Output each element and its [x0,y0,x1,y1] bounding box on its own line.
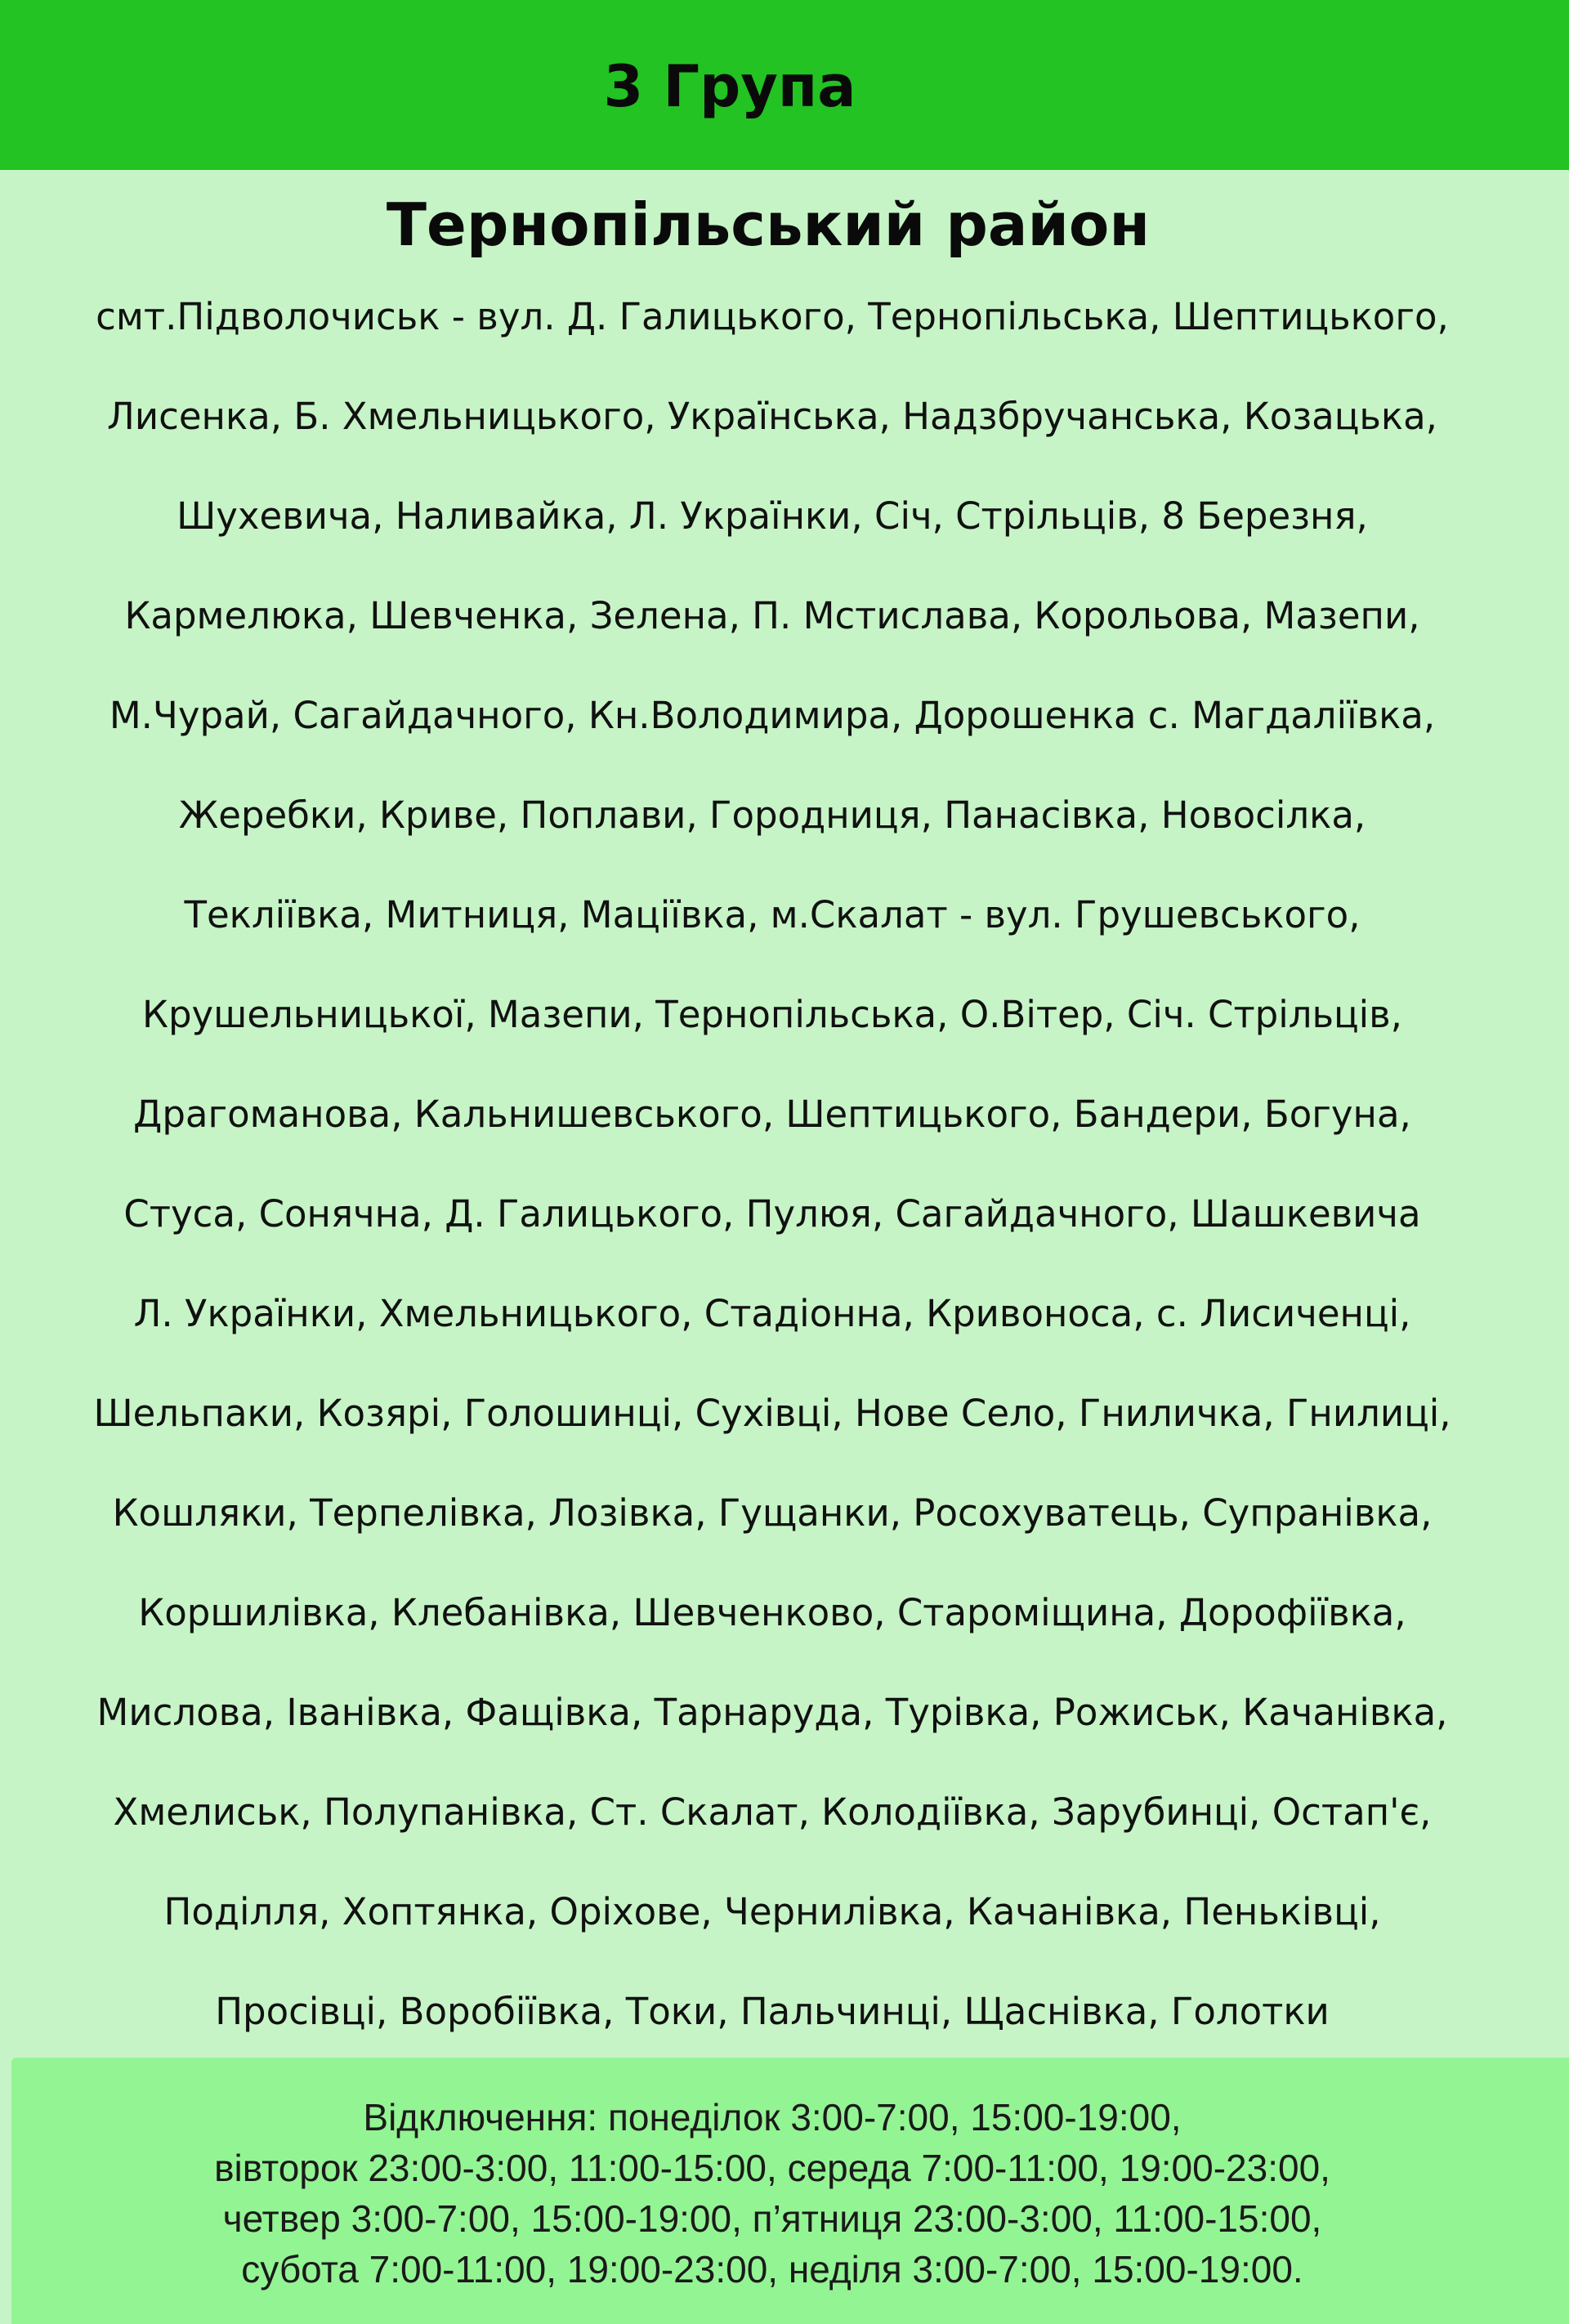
schedule-text [0,2092,1544,2295]
schedule-line: вівторок 23:00-3:00, 11:00-15:00, середа 7:00-11:00, 19:00-23:00, [214,2147,1330,2189]
locations-line: Коршилівка, Клебанівка, Шевченково, Староміщина, Дорофіївка, [138,1591,1406,1634]
locations-line: Шухевича, Наливайка, Л. Українки, Січ, Стрільців, 8 Березня, [177,494,1368,538]
schedule-line: четвер 3:00-7:00, 15:00-19:00, п’ятниця 23:00-3:00, 11:00-15:00, [222,2197,1322,2240]
locations-line: Кармелюка, Шевченка, Зелена, П. Мстислава, Корольова, Мазепи, [124,594,1420,637]
district-title: Тернопільський район [386,190,1151,259]
locations-line: Шельпаки, Козярі, Голошинці, Сухівці, Нове Село, Гниличка, Гнилиці, [93,1392,1451,1435]
locations-line: Лисенка, Б. Хмельницького, Українська, Надзбручанська, Козацька, [107,395,1437,438]
locations-line: Л. Українки, Хмельницького, Стадіонна, Кривоноса, с. Лисиченці, [133,1292,1411,1335]
locations-line: Стуса, Сонячна, Д. Галицького, Пулюя, Сагайдачного, Шашкевича [123,1192,1421,1236]
locations-line: Мислова, Іванівка, Фащівка, Тарнаруда, Турівка, Рожиськ, Качанівка, [96,1691,1448,1734]
locations-line: Просівці, Воробіївка, Токи, Пальчинці, Щаснівка, Голотки [215,1990,1330,2033]
locations-line: Крушельницької, Мазепи, Тернопільська, О.Вітер, Січ. Стрільців, [142,993,1402,1036]
locations-line: М.Чурай, Сагайдачного, Кн.Володимира, Дорошенка с. Магдаліївка, [109,694,1436,737]
locations-line: Текліївка, Митниця, Маціївка, м.Скалат - вул. Грушевського, [184,893,1361,936]
locations-line: Кошляки, Терпелівка, Лозівка, Гущанки, Росохуватець, Супранівка, [112,1491,1433,1535]
group-title: 3 Група [603,53,856,120]
schedule-line: субота 7:00-11:00, 19:00-23:00, неділя 3:00-7:00, 15:00-19:00. [241,2248,1303,2290]
locations-line: Хмелиськ, Полупанівка, Ст. Скалат, Колодіївка, Зарубинці, Остап'є, [113,1790,1432,1834]
locations-list [0,283,1544,2077]
locations-line: Жеребки, Криве, Поплави, Городниця, Панасівка, Новосілка, [178,793,1366,837]
locations-line: смт.Підволочиськ - вул. Д. Галицького, Тернопільська, Шептицького, [96,295,1449,338]
locations-line: Драгоманова, Кальнишевського, Шептицького, Бандери, Богуна, [133,1093,1411,1136]
schedule-line: Відключення: понеділок 3:00-7:00, 15:00-19:00, [363,2096,1182,2139]
locations-line: Поділля, Хоптянка, Оріхове, Чернилівка, Качанівка, Пеньківці, [163,1890,1381,1933]
